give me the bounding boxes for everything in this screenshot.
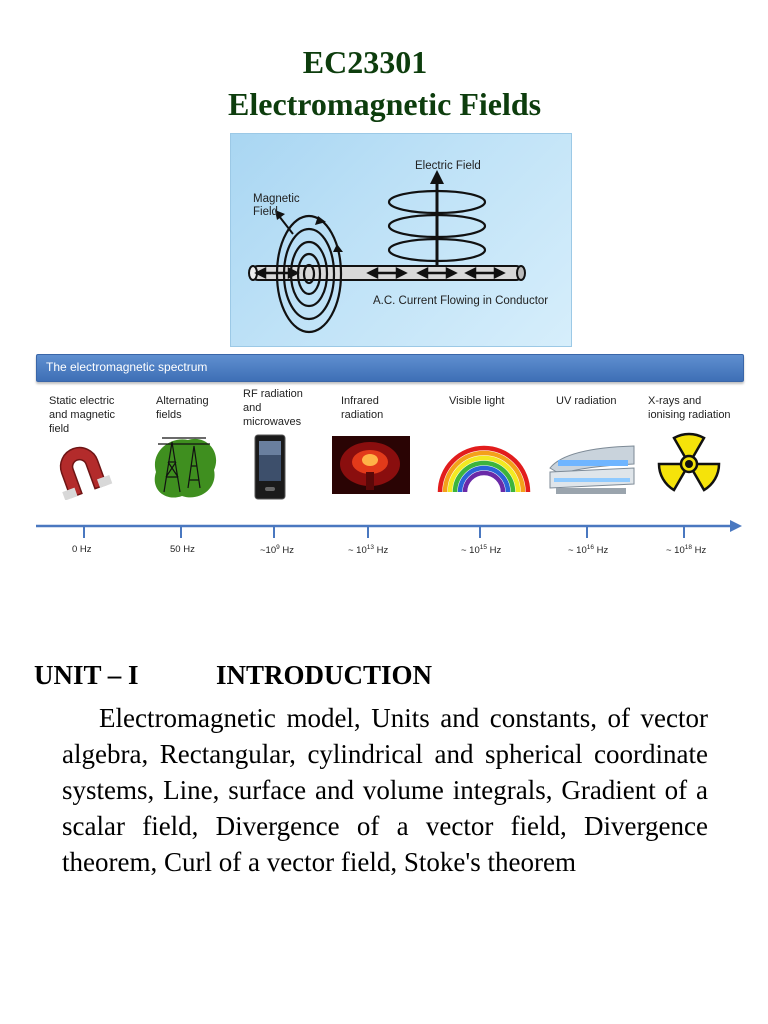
electromagnetic-spectrum: [36, 354, 744, 564]
course-name: Electromagnetic Fields: [228, 86, 542, 122]
freq-label-xray: ~ $10^{18}$ Hz: [666, 544, 707, 557]
band-label-uv: UV radiation: [556, 395, 617, 407]
spectrum-title-bar: [36, 354, 744, 382]
electric-field-label: Electric Field: [415, 160, 481, 172]
freq-label-visible: ~ $10^{15}$ Hz: [461, 544, 502, 557]
band-label-infrared: Infrared radiation: [341, 395, 384, 421]
sunbed-icon: [546, 438, 638, 503]
em-field-diagram: [231, 134, 571, 346]
rainbow-icon: [434, 442, 534, 499]
conductor-label: A.C. Current Flowing in Conductor: [373, 295, 549, 307]
spectrum-title: The electromagnetic spectrum: [46, 360, 208, 374]
magnetic-field-label-line2: Field: [253, 206, 278, 218]
band-label-alternating: Alternating fields: [156, 395, 209, 421]
horseshoe-magnet-icon: [52, 436, 114, 505]
em-field-illustration: [230, 133, 572, 347]
heat-lamp-icon: [332, 436, 410, 499]
unit-number: UNIT – I: [34, 660, 139, 690]
band-label-visible: Visible light: [449, 395, 505, 407]
freq-label-alternating: 50 Hz: [170, 544, 195, 555]
unit-syllabus: Electromagnetic model, Units and constants, of vector algebra, Rectangular, cylindrical and spherical coordinate systems, Line, surface and volume integrals, Gradient of a scalar field, Divergence of a vector field, Divergence theorem, Curl of a vector field, Stoke's theorem: [62, 703, 708, 877]
course-code: EC23301: [302, 44, 428, 80]
frequency-axis: [36, 514, 744, 540]
mobile-phone-icon: [253, 433, 287, 506]
band-label-xray: X-rays and ionising radiation: [648, 395, 731, 421]
power-pylon-icon: [148, 432, 220, 507]
radiation-symbol-icon: [654, 432, 724, 501]
freq-label-rf: $\sim 10^9$ Hz: [260, 544, 295, 557]
freq-label-infrared: ~ $10^{13}$ Hz: [348, 544, 389, 557]
magnetic-field-label-line1: Magnetic: [253, 193, 300, 205]
unit-title: INTRODUCTION: [216, 660, 433, 690]
freq-label-uv: ~ $10^{16}$ Hz: [568, 544, 609, 557]
band-label-static: Static electric and magnetic field: [49, 395, 116, 435]
freq-label-static: 0 Hz: [72, 544, 92, 555]
band-label-rf: RF radiation and microwaves: [243, 388, 303, 428]
